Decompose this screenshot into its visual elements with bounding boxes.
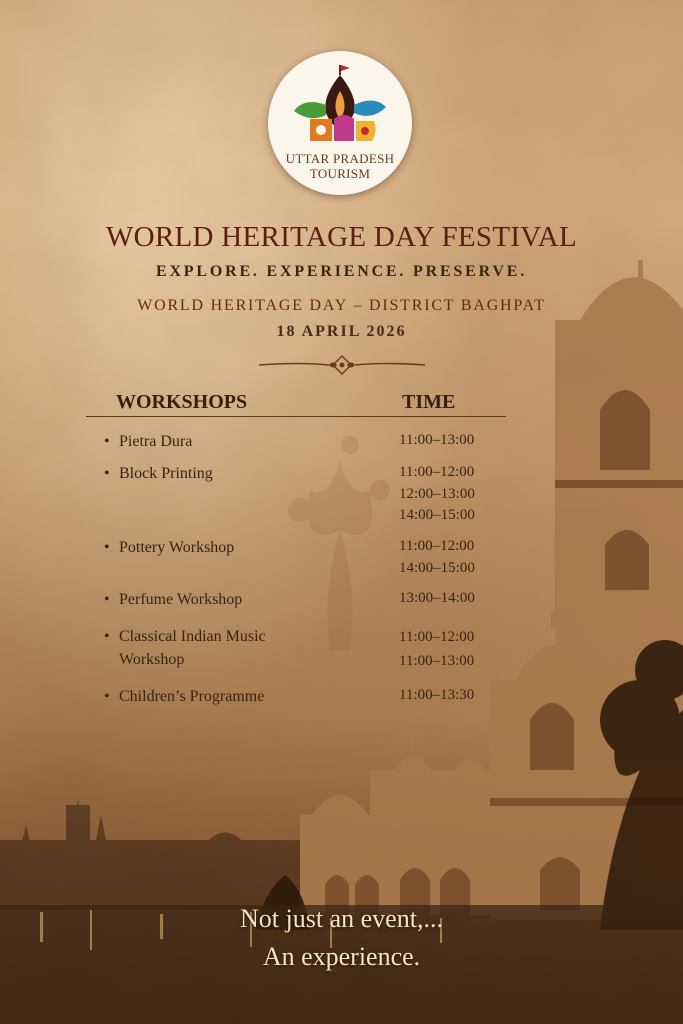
- workshop-times: [399, 588, 519, 610]
- bullet-icon: •: [104, 688, 110, 705]
- logo-line-1: UTTAR PRADESH: [285, 151, 395, 166]
- logo-line-2: TOURISM: [309, 166, 371, 181]
- time-slot: 11:00–13:30: [399, 687, 475, 703]
- workshop-name: • Perfume Workshop: [104, 588, 354, 611]
- time-slot: 14:00–15:00: [399, 507, 475, 523]
- bullet-icon: •: [104, 539, 110, 556]
- workshop-times: [399, 430, 519, 452]
- uttar-pradesh-tourism-logo: [268, 51, 412, 195]
- event-date: 18 APRIL 2026: [276, 323, 407, 340]
- time-slot: 12:00–13:00: [399, 485, 475, 502]
- event-subtitle: WORLD HERITAGE DAY – DISTRICT BAGHPAT: [137, 297, 546, 314]
- time-header: TIME: [402, 391, 456, 413]
- bullet-icon: •: [104, 591, 110, 608]
- workshop-name: • Pottery Workshop: [104, 536, 354, 559]
- festival-title: WORLD HERITAGE DAY FESTIVAL: [105, 221, 578, 253]
- time-slot: 11:00–12:00: [399, 464, 475, 480]
- workshop-name: • Block Printing: [104, 462, 354, 485]
- ornament-divider-icon: [255, 354, 429, 376]
- workshop-times: [399, 685, 519, 707]
- footer-line-1: Not just an event,...: [240, 904, 443, 933]
- workshop-times: [399, 536, 519, 579]
- workshop-times: [399, 625, 519, 673]
- workshops-header: WORKSHOPS: [116, 391, 248, 413]
- temple-logo-icon: [290, 61, 390, 149]
- workshop-name: • Children’s Programme: [104, 685, 354, 708]
- tagline: EXPLORE. EXPERIENCE. PRESERVE.: [155, 263, 528, 280]
- time-slot: 11:00–13:00: [399, 432, 475, 448]
- table-header-rule: [86, 416, 506, 417]
- footer-line-2: An experience.: [262, 942, 421, 971]
- time-slot: 13:00–14:00: [399, 590, 475, 606]
- workshop-times: [399, 462, 519, 527]
- bullet-icon: •: [104, 465, 110, 482]
- time-slot: 11:00–12:00: [399, 538, 475, 554]
- logo-text: [268, 151, 412, 181]
- time-slot: 11:00–12:00: [399, 629, 475, 645]
- bullet-icon: •: [104, 433, 110, 450]
- workshop-name: • Pietra Dura: [104, 430, 354, 453]
- workshop-name: • Classical Indian Music Workshop: [104, 625, 304, 671]
- time-slot: 11:00–13:00: [399, 653, 475, 669]
- time-slot: 14:00–15:00: [399, 559, 475, 576]
- bullet-icon: •: [104, 628, 110, 645]
